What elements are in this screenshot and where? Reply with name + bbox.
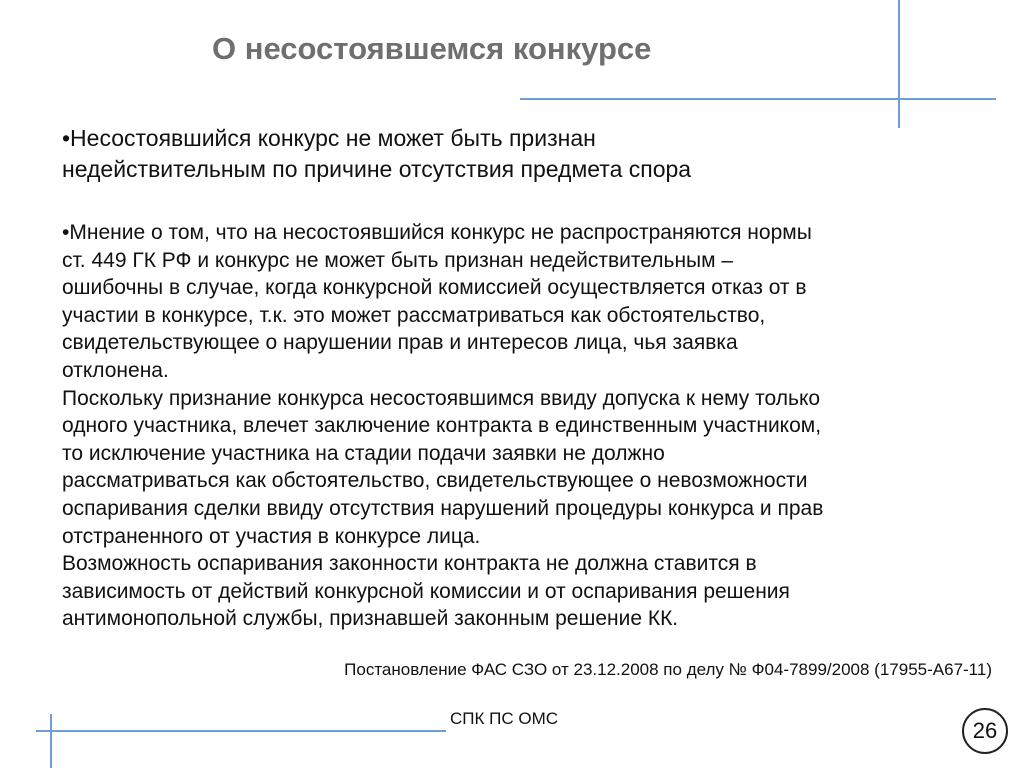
bullet-1-line: •Несостоявшийся конкурс не может быть признан [62,125,596,151]
top-vertical-line [898,0,900,128]
bottom-horizontal-line [36,730,446,732]
bullet-2-line: ст. 449 ГК РФ и конкурс не может быть признан недействительным – [62,248,734,272]
bullet-2-line: Поскольку признание конкурса несостоявшимся ввиду допуска к нему только [62,386,821,410]
page-number-badge [962,708,1008,754]
page-number: 26 [972,718,998,743]
legal-citation: Постановление ФАС СЗО от 23.12.2008 по делу № Ф04-7899/2008 (17955-А67-11) [344,660,992,679]
bullet-2-line: отклонена. [62,358,169,382]
top-horizontal-line [520,98,996,100]
bullet-2-line: отстраненного от участия в конкурсе лица. [62,524,481,548]
bullet-point-2 [62,219,1002,633]
bullet-2-line: •Мнение о том, что на несостоявшийся конкурс не распространяются нормы [62,221,812,244]
bullet-1-line: недействительным по причине отсутствия предмета спора [62,156,692,182]
bullet-point-1 [62,123,962,185]
bullet-2-line: участии в конкурсе, т.к. это может рассматриваться как обстоятельство, [62,303,766,327]
bullet-2-line: ошибочны в случае, когда конкурсной комиссией осуществляется отказ от в [62,276,807,300]
footer-organization: СПК ПС ОМС [450,709,559,728]
bottom-vertical-line [50,714,52,768]
bullet-2-line: то исключение участника на стадии подачи заявки не должно [62,441,665,465]
bullet-2-line: свидетельствующее о нарушении прав и интересов лица, чья заявка [62,331,738,355]
slide-title: О несостоявшемся конкурсе [212,31,652,66]
bullet-2-line: оспаривания сделки ввиду отсутствия нарушений процедуры конкурса и прав [62,496,824,520]
bullet-2-line: рассматриваться как обстоятельство, свидетельствующее о невозможности [62,469,808,493]
bullet-2-line: Возможность оспаривания законности контракта не должна ставится в [62,552,757,576]
bullet-2-line: зависимость от действий конкурсной комиссии и от оспаривания решения [62,579,790,603]
bullet-2-line: антимонопольной службы, признавшей законным решение КК. [62,607,679,631]
bullet-2-line: одного участника, влечет заключение контракта в единственным участником, [62,414,822,438]
